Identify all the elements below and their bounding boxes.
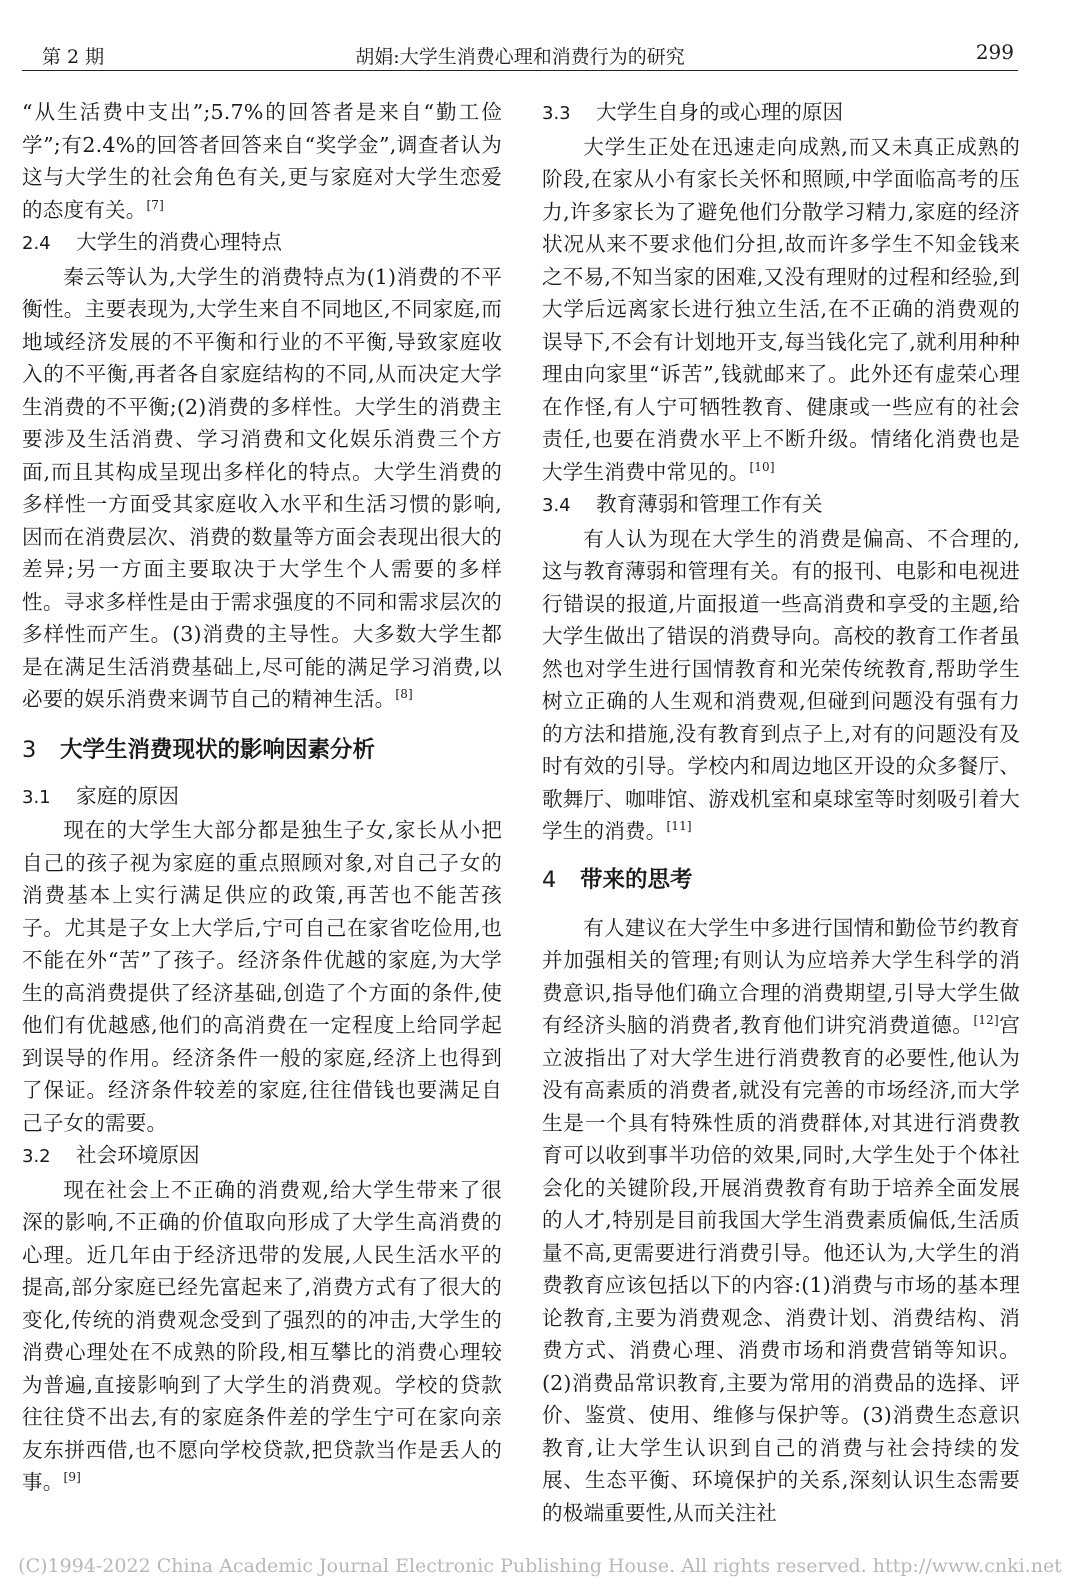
page-number: 299 bbox=[975, 40, 1014, 64]
paragraph-text: 有人认为现在大学生的消费是偏高、不合理的,这与教育薄弱和管理有关。有的报刊、电影和电视进行错误的报道,片面报道一些高消费和享受的主题,给大学生做出了错误的消费导向。高校的教育工作者虽然也对学生进行国情教育和光荣传统教育,帮助学生树立正确的人生观和消费观,但碰到问题没有强有力的方法和措施,没有教育到点子上,对有的问题没有及时有效的引导。学校内和周边地区开设的众多餐厅、歌舞厅、咖啡馆、游戏机室和桌球室等时刻吸引着大学生的消费。 bbox=[542, 526, 1020, 843]
paragraph bbox=[22, 96, 502, 226]
paragraph bbox=[22, 261, 502, 716]
section-number: 3.1 bbox=[22, 786, 51, 808]
running-title: 胡娟:大学生消费心理和消费行为的研究 bbox=[355, 46, 685, 68]
citation: [10] bbox=[749, 459, 775, 474]
paragraph-text: 大学生正处在迅速走向成熟,而又未真正成熟的阶段,在家从小有家长关怀和照顾,中学面临高考的压力,许多家长为了避免他们分散学习精力,家庭的经济状况从来不要求他们分担,故而许多学生不知金钱来之不易,不知当家的困难,又没有理财的过程和经验,到大学后远离家长进行独立生活,在不正确的消费观的误导下,不会有计划地开支,每当钱化完了,就利用种种理由向家里“诉苦”,钱就邮来了。此外还有虚荣心理在作怪,有人宁可牺牲教育、健康或一些应有的社会责任,也要在消费水平上不断升级。情绪化消费也是大学生消费中常见的。 bbox=[542, 134, 1020, 484]
paragraph-text: 秦云等认为,大学生的消费特点为(1)消费的不平衡性。主要表现为,大学生来自不同地区,不同家庭,而地域经济发展的不平衡和行业的不平衡,导致家庭收入的不平衡,再者各自家庭结构的不同,从而决定大学生消费的不平衡;(2)消费的多样性。大学生的消费主要涉及生活消费、学习消费和文化娱乐消费三个方面,而且其构成呈现出多样化的特点。大学生消费的多样性一方面受其家庭收入水平和生活习惯的影响,因而在消费层次、消费的数量等方面会表现出很大的差异;另一方面主要取决于大学生个人需要的多样性。寻求多样性是由于需求强度的不同和需求层次的多样性而产生。(3)消费的主导性。大多数大学生都是在满足生活消费基础上,尽可能的满足学习消费,以必要的娱乐消费来调节自己的精神生活。 bbox=[22, 264, 502, 711]
citation: [12] bbox=[973, 1013, 999, 1028]
section-number: 4 bbox=[542, 866, 557, 893]
running-header bbox=[22, 38, 1018, 71]
paragraph-text: 有人建议在大学生中多进行国情和勤俭节约教育并加强相关的管理;有则认为应培养大学生科学的消费意识,指导他们确立合理的消费期望,引导大学生做有经济头脑的消费者,教育他们讲究消费道德。 bbox=[542, 915, 1020, 1037]
section-title: 家庭的原因 bbox=[76, 783, 179, 808]
section-number: 3.2 bbox=[22, 1146, 51, 1167]
section-title: 带来的思考 bbox=[580, 866, 693, 893]
section-number: 3.4 bbox=[542, 495, 571, 516]
section-title: 教育薄弱和管理工作有关 bbox=[596, 492, 823, 516]
section-3-1-heading bbox=[22, 780, 502, 815]
section-number: 2.4 bbox=[22, 233, 51, 254]
section-3-2-heading bbox=[22, 1139, 502, 1174]
paragraph bbox=[22, 814, 502, 1139]
section-3-4-heading bbox=[542, 488, 1020, 523]
paragraph bbox=[542, 523, 1020, 848]
paragraph-text: “从生活费中支出”;5.7%的回答者是来自“勤工俭学”;有2.4%的回答者回答来自“奖学金”,调查者认为这与大学生的社会角色有关,更与家庭对大学生恋爱的态度有关。 bbox=[22, 100, 502, 222]
paragraph-text: 宫立波指出了对大学生进行消费教育的必要性,他认为没有高素质的消费者,就没有完善的市场经济,而大学生是一个具有特殊性质的消费群体,对其进行消费教育可以收到事半功倍的效果,同时,大学生处于个体社会化的关键阶段,开展消费教育有助于培养全面发展的人才,特别是目前我国大学生消费素质偏低,生活质量不高,更需要进行消费引导。他还认为,大学生的消费教育应该包括以下的内容:(1)消费与市场的基本理论教育,主要为消费观念、消费计划、消费结构、消费方式、消费心理、消费市场和消费营销等知识。(2)消费品常识教育,主要为常用的消费品的选择、评价、鉴赏、使用、维修与保护等。(3)消费生态意识教育,让大学生认识到自己的消费与社会持续的发展、生态平衡、环境保护的关系,深刻认识生态需要的极端重要性,从而关注社 bbox=[542, 1013, 1020, 1525]
paragraph bbox=[22, 1174, 502, 1499]
citation: [11] bbox=[666, 819, 692, 834]
left-column bbox=[22, 96, 502, 1499]
section-title: 大学生自身的或心理的原因 bbox=[596, 100, 844, 124]
section-3-3-heading bbox=[542, 96, 1020, 131]
section-number: 3.3 bbox=[542, 103, 571, 124]
copyright-footer: (C)1994-2022 China Academic Journal Electronic Publishing House. All rights reserved. http://www.cnki.net bbox=[18, 1555, 1062, 1577]
section-title: 大学生的消费心理特点 bbox=[76, 230, 282, 254]
right-column bbox=[542, 96, 1020, 1529]
section-title: 大学生消费现状的影响因素分析 bbox=[60, 736, 376, 763]
section-2-4-heading bbox=[22, 226, 502, 261]
section-title: 社会环境原因 bbox=[76, 1143, 200, 1167]
section-number: 3 bbox=[22, 736, 37, 763]
section-4-heading bbox=[542, 864, 1020, 896]
paragraph bbox=[542, 912, 1020, 1530]
citation: [8] bbox=[395, 687, 413, 702]
section-3-heading bbox=[22, 734, 502, 766]
citation: [7] bbox=[146, 197, 164, 212]
citation: [9] bbox=[63, 1470, 81, 1485]
issue-label: 第 2 期 bbox=[42, 46, 105, 68]
paragraph-text: 现在的大学生大部分都是独生子女,家长从小把自己的孩子视为家庭的重点照顾对象,对自己子女的消费基本上实行满足供应的政策,再苦也不能苦孩子。尤其是子女上大学后,宁可自己在家省吃俭用,也不能在外“苦”了孩子。经济条件优越的家庭,为大学生的高消费提供了经济基础,创造了个方面的条件,使他们有优越感,他们的高消费在一定程度上给同学起到误导的作用。经济条件一般的家庭,经济上也得到了保证。经济条件较差的家庭,往往借钱也要满足自己子女的需要。 bbox=[22, 818, 503, 1135]
paragraph-text: 现在社会上不正确的消费观,给大学生带来了很深的影响,不正确的价值取向形成了大学生高消费的心理。近几年由于经济迅带的发展,人民生活水平的提高,部分家庭已经先富起来了,消费方式有了很大的变化,传统的消费观念受到了强烈的的冲击,大学生的消费心理处在不成熟的阶段,相互攀比的消费心理较为普遍,直接影响到了大学生的消费观。学校的贷款往往贷不出去,有的家庭条件差的学生宁可在家向亲友东拼西借,也不愿向学校贷款,把贷款当作是丢人的事。 bbox=[22, 1177, 502, 1494]
paragraph bbox=[542, 131, 1020, 489]
